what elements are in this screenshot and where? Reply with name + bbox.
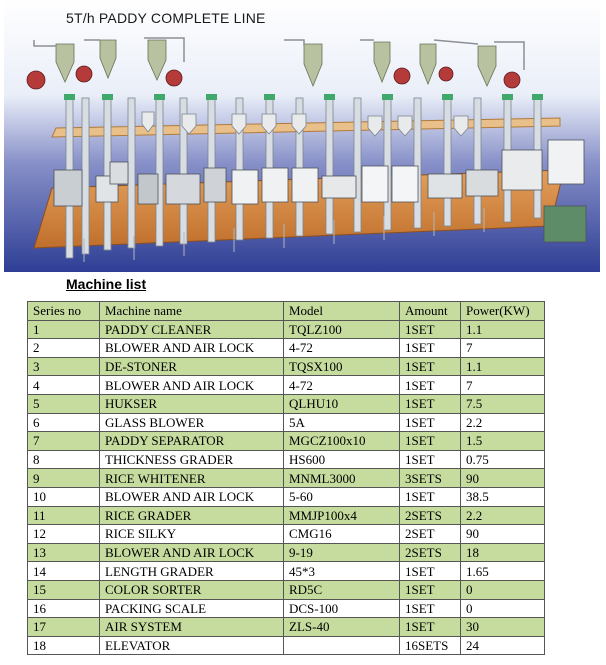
- amount-cell: 1SET: [400, 450, 461, 469]
- amount-cell: 1SET: [400, 320, 461, 339]
- table-row: [28, 413, 545, 432]
- amount-cell: 1SET: [400, 339, 461, 358]
- model-cell: 5-60: [284, 487, 400, 506]
- model-cell: ZLS-40: [284, 618, 400, 637]
- series-no-cell: 12: [28, 525, 100, 544]
- model-cell: 4-72: [284, 376, 400, 395]
- table-row: [28, 394, 545, 413]
- power-cell: 90: [461, 525, 545, 544]
- machine-name-cell: BLOWER AND AIR LOCK: [100, 487, 284, 506]
- table-row: [28, 357, 545, 376]
- table-row: [28, 487, 545, 506]
- power-cell: 1.1: [461, 320, 545, 339]
- table-row: [28, 543, 545, 562]
- series-no-cell: 3: [28, 357, 100, 376]
- model-cell: CMG16: [284, 525, 400, 544]
- model-cell: 9-19: [284, 543, 400, 562]
- machine-name-cell: ELEVATOR: [100, 636, 284, 655]
- table-row: [28, 580, 545, 599]
- power-cell: 24: [461, 636, 545, 655]
- table-row: [28, 636, 545, 655]
- model-cell: 5A: [284, 413, 400, 432]
- machine-name-cell: AIR SYSTEM: [100, 618, 284, 637]
- amount-cell: 1SET: [400, 618, 461, 637]
- power-cell: 2.2: [461, 506, 545, 525]
- header-series-no: Series no: [28, 302, 100, 321]
- table-row: [28, 618, 545, 637]
- header-machine-name: Machine name: [100, 302, 284, 321]
- model-cell: TQLZ100: [284, 320, 400, 339]
- power-cell: 90: [461, 469, 545, 488]
- amount-cell: 2SET: [400, 525, 461, 544]
- table-row: [28, 376, 545, 395]
- series-no-cell: 10: [28, 487, 100, 506]
- series-no-cell: 9: [28, 469, 100, 488]
- model-cell: RD5C: [284, 580, 400, 599]
- machine-name-cell: BLOWER AND AIR LOCK: [100, 376, 284, 395]
- power-cell: 0: [461, 580, 545, 599]
- power-cell: 7: [461, 376, 545, 395]
- series-no-cell: 16: [28, 599, 100, 618]
- header-model: Model: [284, 302, 400, 321]
- amount-cell: 16SETS: [400, 636, 461, 655]
- machine-name-cell: BLOWER AND AIR LOCK: [100, 339, 284, 358]
- line-title: 5T/h PADDY COMPLETE LINE: [66, 10, 266, 26]
- machine-name-cell: GLASS BLOWER: [100, 413, 284, 432]
- power-cell: 2.2: [461, 413, 545, 432]
- table-row: [28, 525, 545, 544]
- model-cell: HS600: [284, 450, 400, 469]
- table-row: [28, 469, 545, 488]
- machine-name-cell: LENGTH GRADER: [100, 562, 284, 581]
- amount-cell: 1SET: [400, 357, 461, 376]
- table-row: [28, 432, 545, 451]
- series-no-cell: 7: [28, 432, 100, 451]
- amount-cell: 3SETS: [400, 469, 461, 488]
- production-line-illustration: [4, 0, 600, 272]
- power-cell: 7.5: [461, 394, 545, 413]
- power-cell: 7: [461, 339, 545, 358]
- machine-name-cell: RICE WHITENER: [100, 469, 284, 488]
- machine-name-cell: RICE SILKY: [100, 525, 284, 544]
- power-cell: 18: [461, 543, 545, 562]
- series-no-cell: 15: [28, 580, 100, 599]
- series-no-cell: 18: [28, 636, 100, 655]
- header-amount: Amount: [400, 302, 461, 321]
- series-no-cell: 2: [28, 339, 100, 358]
- series-no-cell: 14: [28, 562, 100, 581]
- series-no-cell: 17: [28, 618, 100, 637]
- table-row: [28, 562, 545, 581]
- power-cell: 1.1: [461, 357, 545, 376]
- amount-cell: 1SET: [400, 376, 461, 395]
- amount-cell: 2SETS: [400, 506, 461, 525]
- table-header-row: [28, 302, 545, 321]
- amount-cell: 1SET: [400, 432, 461, 451]
- machine-name-cell: HUKSER: [100, 394, 284, 413]
- model-cell: TQSX100: [284, 357, 400, 376]
- model-cell: QLHU10: [284, 394, 400, 413]
- header-power: Power(KW): [461, 302, 545, 321]
- model-cell: 45*3: [284, 562, 400, 581]
- amount-cell: 1SET: [400, 487, 461, 506]
- table-row: [28, 506, 545, 525]
- table-row: [28, 339, 545, 358]
- series-no-cell: 5: [28, 394, 100, 413]
- model-cell: 4-72: [284, 339, 400, 358]
- amount-cell: 1SET: [400, 599, 461, 618]
- machine-name-cell: THICKNESS GRADER: [100, 450, 284, 469]
- machine-name-cell: PADDY CLEANER: [100, 320, 284, 339]
- production-line-drawing: [4, 0, 600, 272]
- series-no-cell: 13: [28, 543, 100, 562]
- table-row: [28, 450, 545, 469]
- power-cell: 30: [461, 618, 545, 637]
- power-cell: 0.75: [461, 450, 545, 469]
- model-cell: MNML3000: [284, 469, 400, 488]
- series-no-cell: 11: [28, 506, 100, 525]
- amount-cell: 1SET: [400, 562, 461, 581]
- series-no-cell: 6: [28, 413, 100, 432]
- machine-list-title: Machine list: [66, 276, 147, 292]
- machine-name-cell: COLOR SORTER: [100, 580, 284, 599]
- amount-cell: 2SETS: [400, 543, 461, 562]
- power-cell: 38.5: [461, 487, 545, 506]
- table-row: [28, 320, 545, 339]
- series-no-cell: 1: [28, 320, 100, 339]
- machine-name-cell: BLOWER AND AIR LOCK: [100, 543, 284, 562]
- amount-cell: 1SET: [400, 413, 461, 432]
- machine-list-table: [27, 301, 545, 655]
- power-cell: 1.5: [461, 432, 545, 451]
- machine-name-cell: RICE GRADER: [100, 506, 284, 525]
- table-row: [28, 599, 545, 618]
- machine-name-cell: DE-STONER: [100, 357, 284, 376]
- model-cell: [284, 636, 400, 655]
- machine-name-cell: PADDY SEPARATOR: [100, 432, 284, 451]
- model-cell: MMJP100x4: [284, 506, 400, 525]
- series-no-cell: 4: [28, 376, 100, 395]
- model-cell: MGCZ100x10: [284, 432, 400, 451]
- power-cell: 0: [461, 599, 545, 618]
- amount-cell: 1SET: [400, 394, 461, 413]
- amount-cell: 1SET: [400, 580, 461, 599]
- power-cell: 1.65: [461, 562, 545, 581]
- model-cell: DCS-100: [284, 599, 400, 618]
- machine-name-cell: PACKING SCALE: [100, 599, 284, 618]
- series-no-cell: 8: [28, 450, 100, 469]
